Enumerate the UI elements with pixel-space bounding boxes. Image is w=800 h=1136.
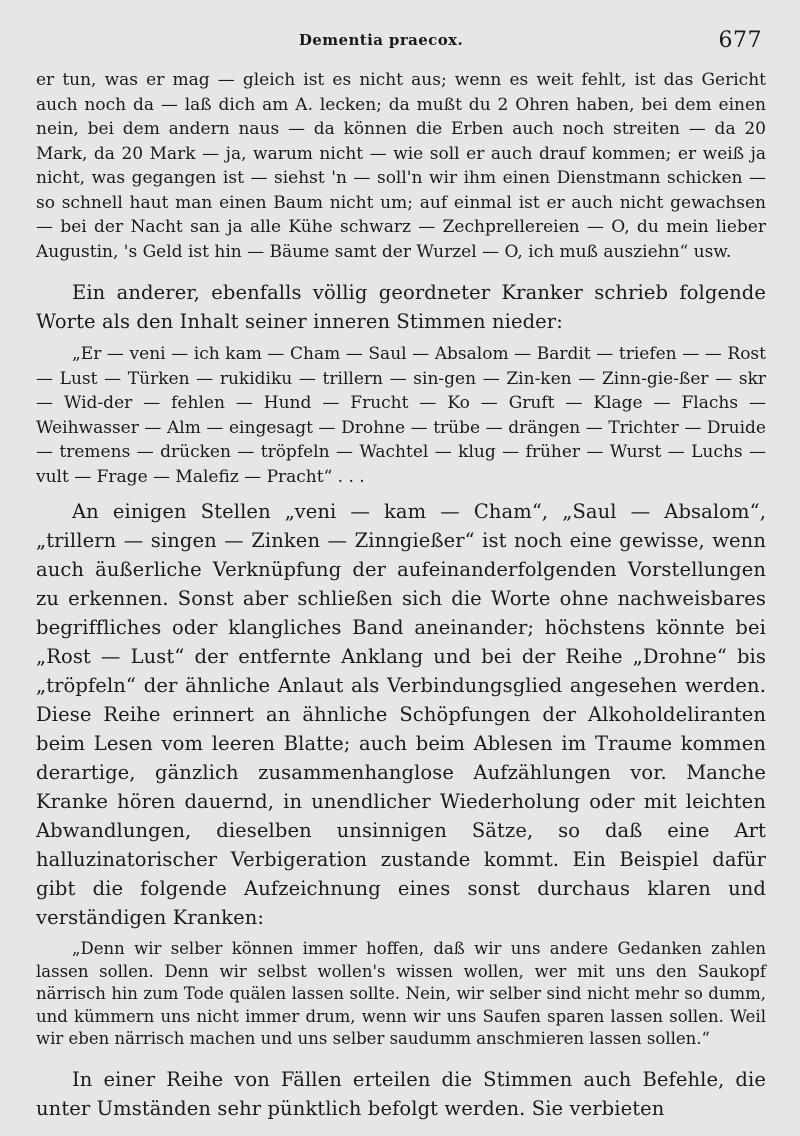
quote-patient-text: „Denn wir selber können immer hoffen, daß wir uns andere Gedanken zahlen lassen sollen. Denn wir selbst wollen's wissen wollen, wer mit uns den Saukopf närrisch hin zum Tode quälen lassen sollte. Nein, wir selber sind nicht mehr so dumm, und kümmern uns nicht immer drum, wenn wir uns Saufen sparen lassen sollen. Weil wir eben närrisch machen und uns selber saudumm anschmieren lassen sollen.“ bbox=[36, 939, 766, 1048]
running-title: Dementia praecox. bbox=[298, 31, 464, 49]
paragraph-intro: Ein anderer, ebenfalls völlig geordneter Kranker schrieb folgende Worte als den Inhalt seiner inneren Stimmen nieder: bbox=[36, 281, 766, 333]
page-header bbox=[36, 0, 766, 62]
quote-word-list: „Er — veni — ich kam — Cham — Saul — Absalom — Bardit — triefen — — Rost — Lust — Türken — rukidiku — trillern — sin-gen — Zin-ken — Zinn-gie-ßer — skr — Wid-der — fehlen — Hund — Frucht — Ko — Gruft — Klage — Flachs — Weihwasser — Alm — eingesagt — Drohne — trübe — drängen — Trichter — Druide — tremens — drücken — tröpfeln — Wachtel — klug — früher — Wurst — Luchs — vult — Frage — Malefiz — Pracht“ . . . bbox=[36, 344, 766, 487]
paragraph-commands: In einer Reihe von Fällen erteilen die Stimmen auch Befehle, die unter Umständen sehr pünktlich befolgt werden. Sie verbieten bbox=[36, 1067, 766, 1120]
page-number: 677 bbox=[718, 28, 762, 53]
paragraph-analysis: An einigen Stellen „veni — kam — Cham“, „Saul — Absalom“, „trillern — singen — Zinken — Zinngießer“ ist noch eine gewisse, wenn auch äußerliche Verknüpfung der aufeinanderfolgenden Vorstellungen zu erkennen. Sonst aber schließen sich die Worte ohne nachweisbares begriffliches oder klangliches Band aneinander; höchstens könnte bei „Rost — Lust“ der entfernte Anklang und bei der Reihe „Drohne“ bis „tröpfeln“ der ähnliche Anlaut als Verbindungsglied angesehen werden. Diese Reihe erinnert an ähnliche Schöpfungen der Alkoholdeliranten beim Lesen vom leeren Blatte; auch beim Ablesen im Traume kommen derartige, gänzlich zusammenhanglose Aufzählungen vor. Manche Kranke hören dauernd, in unendlicher Wiederholung oder mit leichten Abwandlungen, dieselben unsinnigen Sätze, so daß eine Art halluzinatorischer Verbigeration zustande kommt. Ein Beispiel dafür gibt die folgende Aufzeichnung eines sonst durchaus klaren und verständigen Kranken: bbox=[36, 500, 766, 929]
paragraph-continued-quote: er tun, was er mag — gleich ist es nicht aus; wenn es weit fehlt, ist das Gericht auch noch da — laß dich am A. lecken; da mußt du 2 Ohren haben, bei dem einen nein, bei dem andern naus — da können die Erben auch noch streiten — da 20 Mark, da 20 Mark — ja, warum nicht — wie soll er auch drauf kommen; er weiß ja nicht, was gegangen ist — siehst 'n — soll'n wir ihm einen Dienstmann schicken — so schnell haut man einen Baum nicht um; auf einmal ist er auch nicht gewachsen — bei der Nacht san ja alle Kühe schwarz — Zechprellereien — O, du mein lieber Augustin, 's Geld ist hin — Bäume samt der Wurzel — O, ich muß ausziehn“ usw. bbox=[36, 70, 766, 262]
